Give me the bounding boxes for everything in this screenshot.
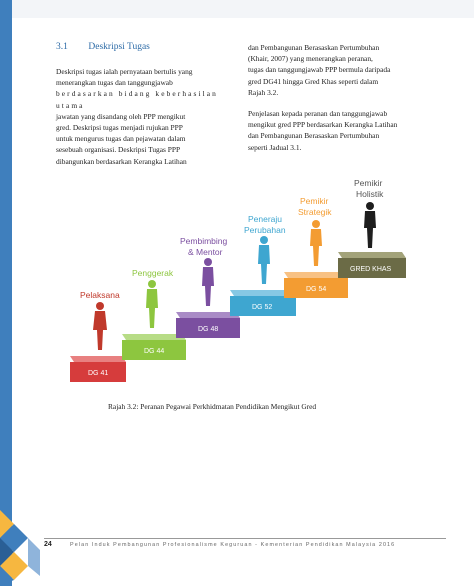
body-line: gred. Deskripsi tugas menjadi rujukan PPP: [56, 123, 183, 133]
person-pembimbing-icon: [202, 258, 214, 306]
body-line: Rajah 3.2.: [248, 87, 279, 97]
role-label: Penggerak: [132, 268, 174, 278]
body-line: untuk mengurus tugas dan pejawatan dalam: [56, 134, 186, 144]
role-label: Pelaksana: [80, 290, 120, 300]
step-label: DG 54: [306, 286, 327, 293]
page-number: 24: [44, 541, 52, 548]
step-gred-khas: [338, 252, 406, 278]
career-staircase-figure: [60, 174, 430, 400]
body-line: berdasarkan bidang keberhasilan utama: [56, 89, 218, 110]
step-label: GRED KHAS: [350, 266, 392, 273]
step-label: DG 44: [144, 348, 165, 355]
step-label: DG 41: [88, 370, 109, 377]
person-peneraju-icon: [258, 236, 270, 284]
corner-decoration: [0, 490, 40, 586]
body-line: dan Pembangunan Berasaskan Pertumbuhan: [248, 131, 380, 141]
body-line: seperti Jadual 3.1.: [248, 142, 302, 152]
figure-caption: Rajah 3.2: Peranan Pegawai Perkhidmatan Pendidikan Mengikut Gred: [108, 402, 317, 411]
role-label: Holistik: [356, 189, 384, 199]
body-line: dan Pembangunan Berasaskan Pertumbuhan: [248, 43, 380, 52]
role-label: Pemikir: [300, 196, 329, 206]
body-line: dibangunkan berdasarkan Kerangka Latihan: [56, 156, 187, 166]
body-line: menerangkan tugas dan tanggungjawab: [56, 78, 173, 88]
body-line: gred DG41 hingga Gred Khas seperti dalam: [248, 76, 379, 86]
body-line: (Khair, 2007) yang menerangkan peranan,: [248, 54, 373, 64]
person-penggerak-icon: [146, 280, 158, 328]
body-line: sesebuah organisasi. Deskripsi Tugas PPP: [56, 145, 181, 155]
step-label: DG 52: [252, 304, 273, 311]
role-label: & Mentor: [188, 247, 223, 257]
body-column-left: [56, 66, 244, 167]
body-line: Penjelasan kepada peranan dan tanggungjawab: [248, 109, 388, 119]
section-title: Deskripsi Tugas: [88, 42, 150, 52]
body-line: tugas dan tanggungjawab PPP bermula daripada: [248, 65, 391, 75]
body-line: mengikut gred PPP berdasarkan Kerangka Latihan: [248, 120, 398, 130]
body-line: Deskripsi tugas ialah pernyataan bertulis yang: [56, 67, 193, 76]
role-label: Perubahan: [244, 225, 286, 235]
section-number: 3.1: [56, 42, 68, 52]
role-label: Pemikir: [354, 178, 383, 188]
footer-text: Pelan Induk Pembangunan Profesionalisme Keguruan - Kementerian Pendidikan Malaysia 2016: [70, 542, 396, 548]
person-pemikir-holistik-icon: [364, 202, 376, 248]
role-label: Strategik: [298, 207, 332, 217]
top-band: [12, 0, 474, 18]
footer-rule: [44, 538, 446, 539]
section-heading: [56, 42, 150, 52]
person-pemikir-strategik-icon: [310, 220, 322, 266]
role-label: Peneraju: [248, 214, 283, 224]
role-label: Pembimbing: [180, 236, 228, 246]
person-pelaksana-icon: [93, 302, 107, 350]
body-line: jawatan yang disandang oleh PPP mengikut: [56, 111, 186, 121]
step-dg41: [70, 356, 126, 382]
body-column-right: [248, 42, 432, 153]
step-label: DG 48: [198, 326, 219, 333]
